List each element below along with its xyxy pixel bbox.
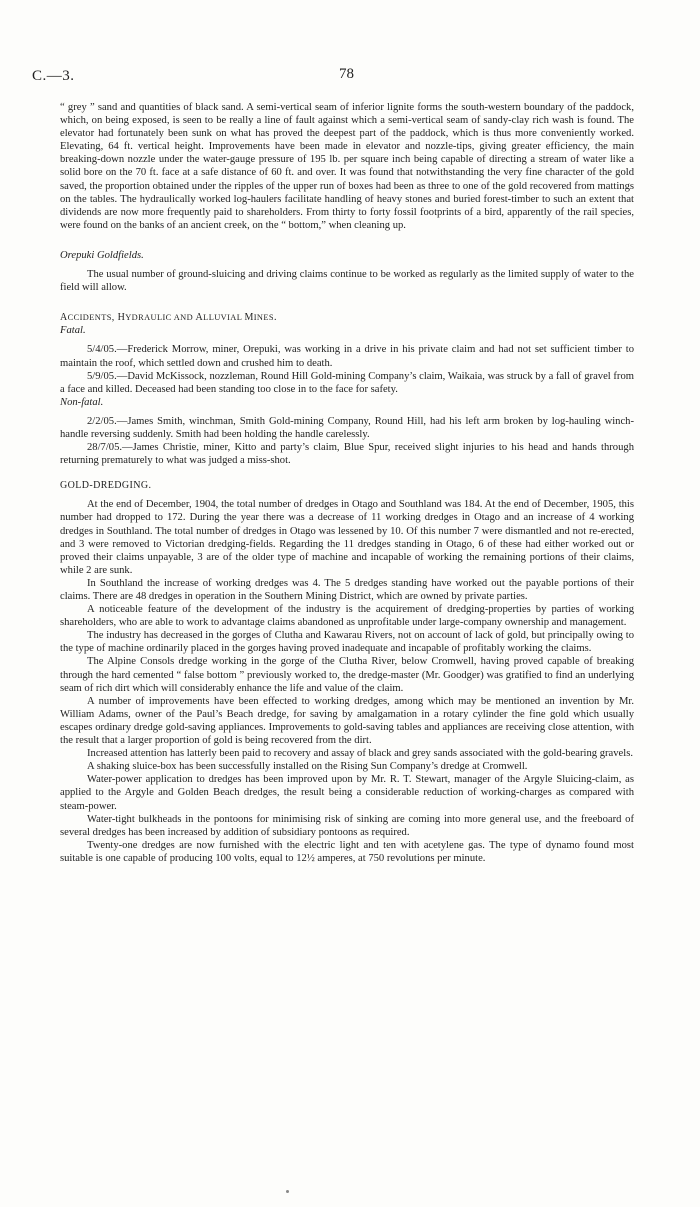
dredging-paragraph: In Southland the increase of working dredges was 4. The 5 dredges standing have worked out the payable portions of their claims. There are 48 dredges in operation in the Southern Mining District, which are owned by private parties. — [60, 577, 634, 602]
gold-dredging-heading: GOLD-DREDGING. — [60, 480, 152, 492]
nonfatal-entry: 28/7/05.—James Christie, miner, Kitto and party’s claim, Blue Spur, received slight injuries to his head and hands through returning prematurely to what was judged a miss-shot. — [60, 442, 634, 467]
page-speck — [286, 1190, 289, 1193]
orepuki-heading: Orepuki Goldfields. — [60, 249, 144, 261]
dredging-paragraph: A shaking sluice-box has been successfully installed on the Rising Sun Company’s dredge at Cromwell. — [87, 761, 528, 773]
nonfatal-entry: 2/2/05.—James Smith, winchman, Smith Gold-mining Company, Round Hill, had his left arm broken by log-hauling winch-handle reversing suddenly. Smith had been holding the handle carelessly. — [60, 415, 634, 440]
dredging-paragraph: Increased attention has latterly been paid to recovery and assay of black and grey sands associated with the gold-bearing gravels. — [87, 748, 633, 760]
dredging-paragraph: Water-tight bulkheads in the pontoons for minimising risk of sinking are coming into more general use, and the freeboard of several dredges has been increased by addition of subsidiary pontoons as required. — [60, 813, 634, 838]
document-body — [60, 101, 634, 865]
dredging-paragraph: The industry has decreased in the gorges of Clutha and Kawarau Rivers, not on account of lack of gold, but principally owing to the type of machine ordinarily placed in the gorges having proved inadequate and incapable of profitably working the claims. — [60, 630, 634, 655]
accidents-heading: ACCIDENTS, HYDRAULIC AND ALLUVIAL MINES. — [60, 312, 277, 324]
fatal-entry: 5/4/05.—Frederick Morrow, miner, Orepuki, was working in a drive in his private claim and had not set sufficient timber to maintain the roof, which settled down and crushed him to death. — [60, 344, 634, 369]
dredging-paragraph: A noticeable feature of the development of the industry is the acquirement of dredging-properties by parties of working shareholders, who are able to work to advantage claims abandoned as unprofitable under large-company ownership and management. — [60, 604, 634, 629]
dredging-paragraph: Water-power application to dredges has been improved upon by Mr. R. T. Stewart, manager of the Argyle Sluicing-claim, as applied to the Argyle and Golden Beach dredges, the result being a considerable reduction of working-charges as compared with steam-power. — [60, 774, 634, 812]
document-reference: C.—3. — [32, 68, 75, 84]
page-number: 78 — [339, 66, 354, 82]
orepuki-paragraph: The usual number of ground-sluicing and driving claims continue to be worked as regularly as the limited supply of water to the field will allow. — [60, 269, 634, 294]
fatal-heading: Fatal. — [60, 325, 86, 337]
dredging-paragraph: The Alpine Consols dredge working in the gorge of the Clutha River, below Cromwell, having proved capable of breaking through the hard cemented “ false bottom ” previously worked to, the dredge-master (Mr. Goodger) was gratified to find an underlying seam of rich dirt which will considerably enhance the life and value of the claim. — [60, 656, 634, 694]
fatal-entry: 5/9/05.—David McKissock, nozzleman, Round Hill Gold-mining Company’s claim, Waikaia, was struck by a fall of gravel from a face and killed. Deceased had been standing too close in to the face for safety. — [60, 370, 634, 395]
nonfatal-heading: Non-fatal. — [60, 396, 104, 408]
dredging-paragraph: Twenty-one dredges are now furnished with the electric light and ten with acetylene gas. The type of dynamo found most suitable is one capable of producing 100 volts, equal to 12½ amperes, at 750 revolutions per minute. — [60, 839, 634, 864]
dredging-paragraph: At the end of December, 1904, the total number of dredges in Otago and Southland was 184. At the end of December, 1905, this number had dropped to 172. During the year there was a decrease of 11 working dredges in Otago and an increase of 4 working dredges in Southland. The total number of dredges in Otago was lessened by 10. Of this number 7 were dismantled and not re-erected, and 3 were removed to Victorian dredging-fields. Regarding the 11 dredges standing in Otago, 6 of these had either worked out or proved their claims unpayable, 3 are of the older type of machine and incapable of working the remaining portions of their claims, while 2 are sunk. — [60, 499, 634, 576]
intro-paragraph: “ grey ” sand and quantities of black sand. A semi-vertical seam of inferior lignite forms the south-western boundary of the paddock, which, on being exposed, is seen to be really a line of fault against which a semi-vertical seam of sandy-clay rich wash is found. The elevator had fortunately been sunk on what has proved the deepest part of the paddock, which is thus more conveniently worked. Elevating, 64 ft. vertical height. Improvements have been made in elevator and nozzle-tips, giving greater efficiency, the main breaking-down nozzle under the water-gauge pressure of 195 lb. per square inch being capable of directing a stream of water like a solid bore on the 70 ft. face at a safe distance of 60 ft. and over. It was found that notwithstanding the very fine character of the gold saved, the proportion obtained under the ripples of the upper run of boxes had been as three to one of the gold recovered from mattings on the tables. The hydraulically worked log-haulers facilitate handling of heavy stones and buried forest-timber to such an extent that dividends are now more frequently paid to shareholders. From thirty to forty fossil footprints of a bird, apparently of the rail species, were found on the banks of an ancient creek, on the “ bottom,” when cleaning up. — [60, 102, 634, 231]
dredging-paragraph: A number of improvements have been effected to working dredges, among which may be mentioned an invention by Mr. William Adams, owner of the Paul’s Beach dredge, for saving by amalgamation in a rotary cylinder the fine gold which usually escapes ordinary dredge gold-saving appliances. Improvements to gold-saving tables and appliances are receiving close attention, with the result that a larger proportion of gold is being recovered from the dirt. — [60, 695, 634, 747]
